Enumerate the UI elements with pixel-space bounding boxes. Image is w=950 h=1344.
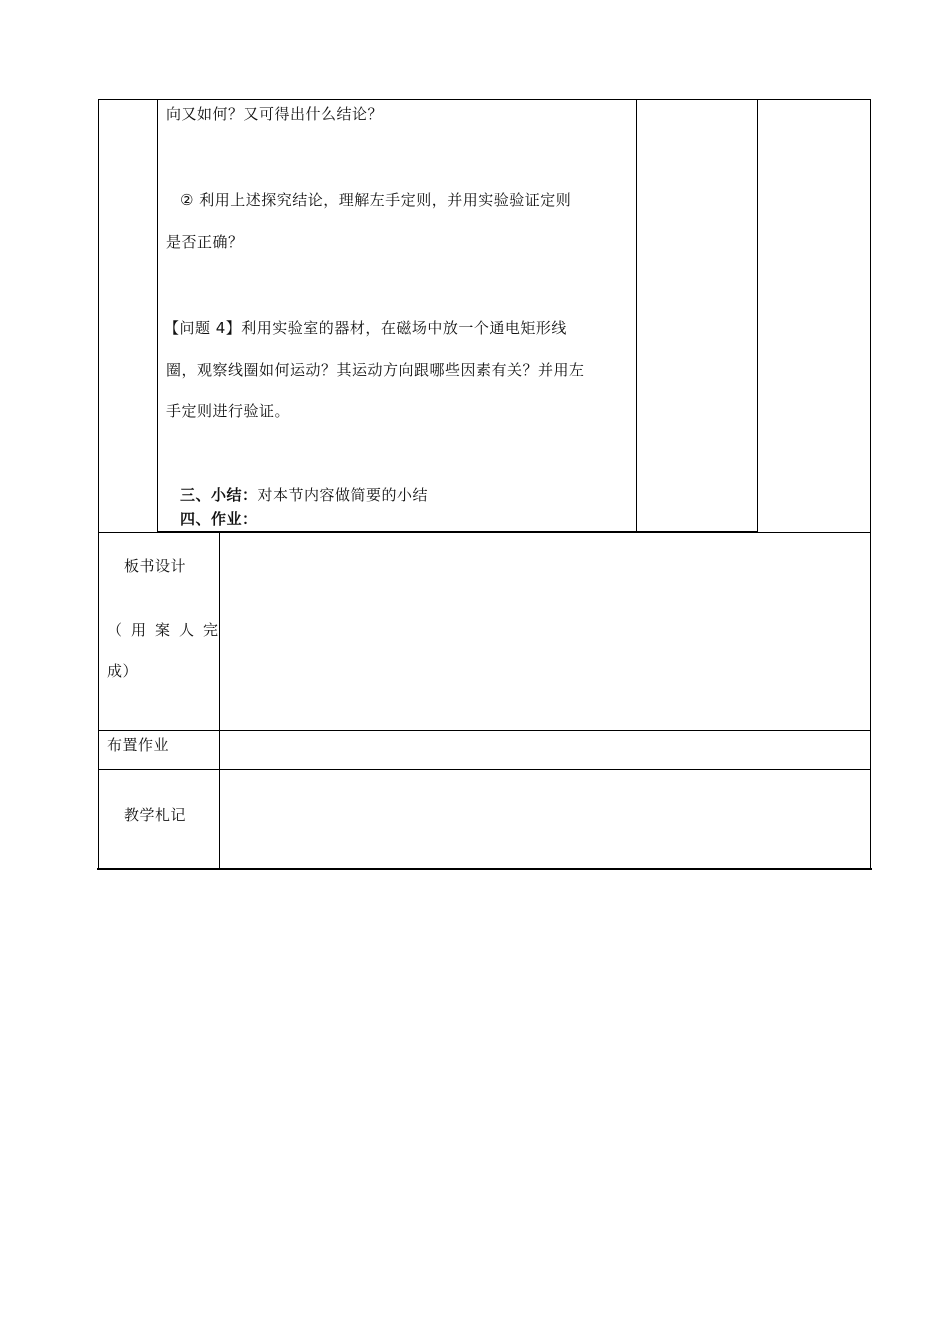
homework-label: 四、作业：: [180, 510, 258, 528]
summary-text: 对本节内容做简要的小结: [257, 486, 429, 504]
lesson-table-left-border: [98, 99, 99, 533]
content-column-right-border: [636, 99, 637, 533]
row-divider-2: [98, 769, 871, 770]
lesson-text-line1: 向又如何？又可得出什么结论？: [166, 105, 384, 123]
board-design-label: 板书设计: [124, 557, 187, 575]
assign-homework-label: 布置作业: [107, 736, 170, 754]
lower-table-label-divider: [219, 532, 220, 870]
board-design-note-line2: 成）: [107, 662, 139, 680]
teaching-notes-label: 教学札记: [124, 806, 187, 824]
question4-line3: 手定则进行验证。: [166, 402, 291, 420]
row-divider-1: [98, 730, 871, 731]
board-design-note-line1: （用案人完: [107, 621, 228, 639]
lower-table-left-border: [98, 532, 99, 870]
summary-line: [180, 485, 428, 505]
lesson-item2-line2: 是否正确？: [166, 233, 244, 251]
lesson-table-top-border: [98, 99, 871, 100]
question4-line2: 圈，观察线圈如何运动？其运动方向跟哪些因素有关？并用左: [166, 361, 585, 379]
lower-table-top-border: [98, 532, 871, 533]
lesson-item2-line1: ② 利用上述探究结论，理解左手定则，并用实验验证定则: [180, 191, 572, 209]
question4-line1: 【问题 4】利用实验室的器材，在磁场中放一个通电矩形线: [164, 319, 567, 337]
lower-table-right-border: [870, 532, 871, 870]
column-divider-3: [757, 99, 758, 533]
summary-label: 三、小结：: [180, 486, 258, 504]
content-column-left-border: [157, 99, 158, 533]
lower-table-bottom-border: [97, 868, 872, 870]
lesson-table-right-border: [870, 99, 871, 533]
